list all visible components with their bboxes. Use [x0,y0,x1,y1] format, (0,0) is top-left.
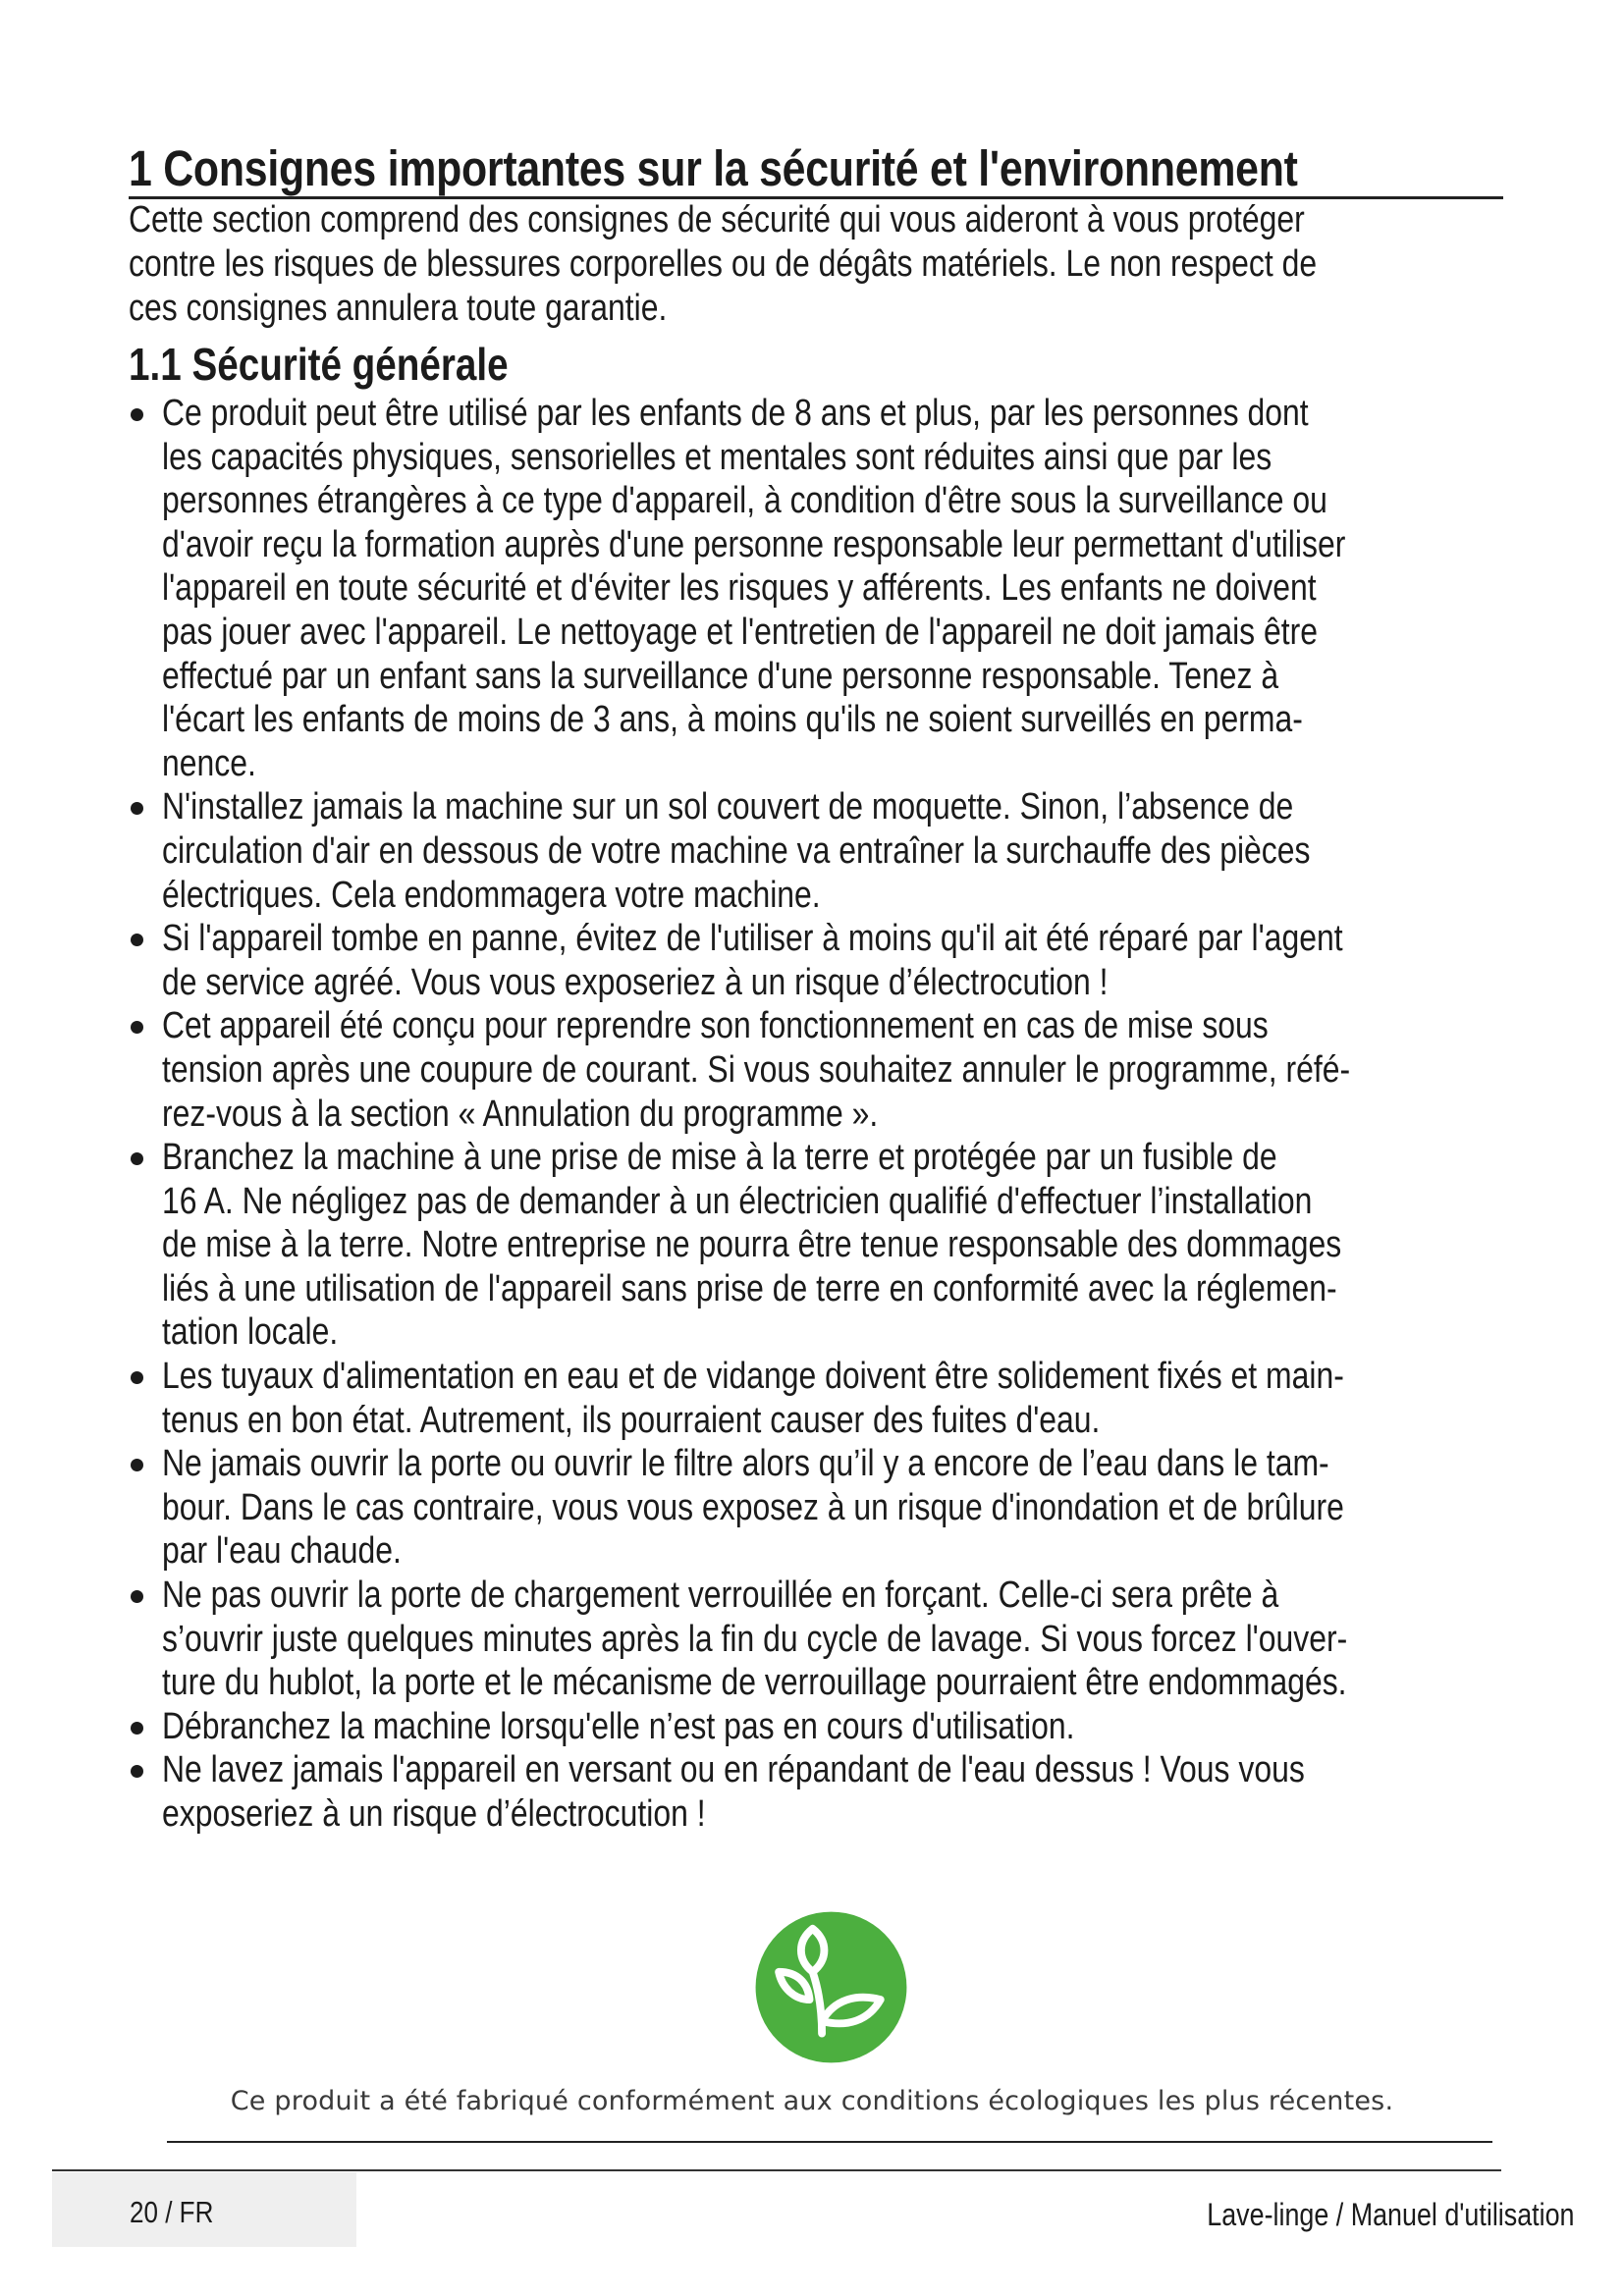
bullet-line: pas jouer avec l'appareil. Le nettoyage et l'entretien de l'appareil ne doit jamais être [162,611,1319,653]
intro-line: ces consignes annulera toute garantie. [129,288,668,329]
bullet-line: Branchez la machine à une prise de mise à la terre et protégée par un fusible de [162,1137,1277,1179]
bullet-line: l'appareil en toute sécurité et d'éviter les risques y afférents. Les enfants ne doivent [162,567,1317,610]
bullet-line: N'installez jamais la machine sur un sol couvert de moquette. Sinon, l’absence de [162,786,1294,828]
intro-line: Cette section comprend des consignes de sécurité qui vous aideront à vous protéger [129,199,1305,240]
bullet-line: liés à une utilisation de l'appareil sans prise de terre en conformité avec la réglemen- [162,1267,1337,1309]
bullet-item [129,1705,1523,1749]
intro-paragraph [129,198,1503,331]
bullet-dot-icon [131,934,143,946]
bullet-line: circulation d'air en dessous de votre machine va entraîner la surchauffe des pièces [162,829,1311,872]
bullet-dot-icon [131,408,143,421]
bullet-item [129,1355,1523,1442]
section-heading: 1.1 Sécurité générale [129,339,509,390]
bullet-item [129,785,1523,917]
page-number: 20 / FR [130,2195,214,2229]
bullet-line: bour. Dans le cas contraire, vous vous exposez à un risque d'inondation et de brûlure [162,1486,1344,1528]
bullet-item [129,1004,1523,1136]
bullet-line: rez-vous à la section « Annulation du programme ». [162,1093,879,1135]
bullet-line: d'avoir reçu la formation auprès d'une personne responsable leur permettant d'utiliser [162,523,1346,565]
eco-caption: Ce produit a été fabriqué conformément aux conditions écologiques les plus récentes. [230,2086,1394,2116]
bullet-line: Cet appareil été conçu pour reprendre son fonctionnement en cas de mise sous [162,1005,1269,1047]
bullet-line: nence. [162,742,256,784]
bullet-line: tation locale. [162,1311,339,1354]
title-block [129,139,1503,198]
eco-divider [167,2141,1492,2143]
bullet-line: ture du hublot, la porte et le mécanisme de verrouillage pourraient être endommagés. [162,1662,1347,1704]
bullet-line: effectué par un enfant sans la surveillance d'une personne responsable. Tenez à [162,655,1279,697]
bullet-line: par l'eau chaude. [162,1530,402,1573]
bullet-line: électriques. Cela endommagera votre machine. [162,874,821,916]
bullet-line: Ce produit peut être utilisé par les enfants de 8 ans et plus, par les personnes dont [162,393,1309,434]
bullet-line: Ne lavez jamais l'appareil en versant ou en répandant de l'eau dessus ! Vous vous [162,1749,1305,1791]
bullet-line: Ne pas ouvrir la porte de chargement verrouillée en forçant. Celle-ci sera prête à [162,1575,1279,1617]
bullet-dot-icon [131,1765,143,1778]
bullet-line: Ne jamais ouvrir la porte ou ouvrir le filtre alors qu’il y a encore de l’eau dans le tam- [162,1443,1329,1485]
bullet-item [129,1748,1523,1836]
bullet-line: s’ouvrir juste quelques minutes après la fin du cycle de lavage. Si vous forcez l'ouver- [162,1618,1348,1660]
eco-logo-circle [756,1912,907,2063]
page-title: 1 Consignes importantes sur la sécurité et l'environnement [129,140,1298,196]
safety-bullet-list [129,392,1523,1837]
intro-line: contre les risques de blessures corporelles ou de dégâts matériels. Le non respect de [129,243,1318,285]
bullet-line: Débranchez la machine lorsqu'elle n’est pas en cours d'utilisation. [162,1705,1075,1747]
bullet-line: l'écart les enfants de moins de 3 ans, à moins qu'ils ne soient surveillés en perma- [162,699,1303,741]
bullet-line: Les tuyaux d'alimentation en eau et de vidange doivent être solidement fixés et main- [162,1356,1344,1398]
bullet-line: tension après une coupure de courant. Si vous souhaitez annuler le programme, réfé- [162,1048,1351,1091]
bullet-dot-icon [131,1021,143,1034]
bullet-dot-icon [131,1459,143,1471]
bullet-item [129,392,1523,785]
bullet-dot-icon [131,1152,143,1165]
bullet-line: exposeriez à un risque d’électrocution ! [162,1793,706,1835]
bullet-dot-icon [131,1722,143,1735]
bullet-line: personnes étrangères à ce type d'appareil, à condition d'être sous la surveillance ou [162,480,1327,522]
footer-divider [52,2169,1501,2171]
bullet-item [129,1442,1523,1574]
bullet-dot-icon [131,802,143,815]
bullet-line: 16 A. Ne négligez pas de demander à un électricien qualifié d'effectuer l’installation [162,1180,1313,1222]
bullet-item [129,1574,1523,1705]
leaf-icon [754,1910,908,2064]
bullet-line: de service agréé. Vous vous exposeriez à un risque d’électrocution ! [162,961,1109,1003]
bullet-item [129,917,1523,1004]
bullet-item [129,1136,1523,1355]
bullet-dot-icon [131,1371,143,1384]
bullet-line: Si l'appareil tombe en panne, évitez de l'utiliser à moins qu'il ait été réparé par l'agent [162,918,1343,960]
footer-manual-title: Lave-linge / Manuel d'utilisation [1207,2197,1575,2232]
bullet-line: de mise à la terre. Notre entreprise ne pourra être tenue responsable des dommages [162,1224,1342,1266]
bullet-line: tenus en bon état. Autrement, ils pourraient causer des fuites d'eau. [162,1399,1101,1441]
bullet-line: les capacités physiques, sensorielles et mentales sont réduites ainsi que par les [162,436,1272,478]
bullet-dot-icon [131,1590,143,1603]
